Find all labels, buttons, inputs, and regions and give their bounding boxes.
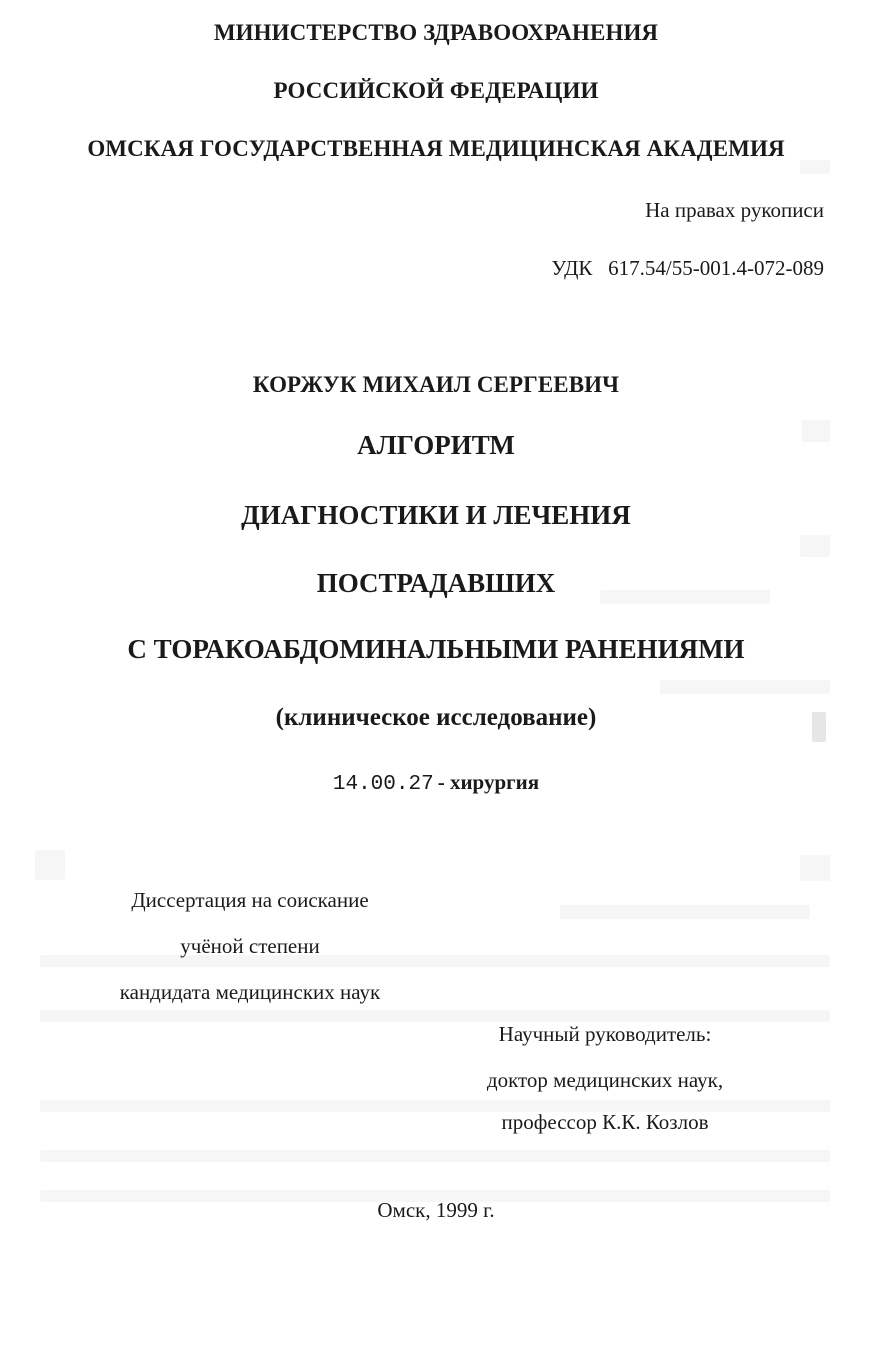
- udc-line: [551, 256, 824, 281]
- scan-artifact: [40, 1150, 830, 1162]
- supervisor-line-1: Научный руководитель:: [498, 1022, 712, 1046]
- supervisor-line-2: доктор медицинских наук,: [486, 1068, 724, 1092]
- scan-artifact: [660, 680, 830, 694]
- federation-heading: РОССИЙСКОЙ ФЕДЕРАЦИИ: [273, 78, 599, 103]
- ministry-heading: МИНИСТЕРСТВО ЗДРАВООХРАНЕНИЯ: [213, 20, 659, 45]
- scan-artifact: [35, 850, 65, 880]
- title-line-2: ДИАГНОСТИКИ И ЛЕЧЕНИЯ: [241, 500, 631, 530]
- manuscript-note: На правах рукописи: [645, 198, 824, 222]
- title-subtitle: (клиническое исследование): [275, 704, 597, 731]
- place-year: Омск, 1999 г.: [377, 1198, 495, 1222]
- dissertation-line-3: кандидата медицинских наук: [119, 980, 381, 1004]
- scan-artifact: [800, 160, 830, 174]
- scan-artifact: [560, 905, 810, 919]
- title-line-4: С ТОРАКОАБДОМИНАЛЬНЫМИ РАНЕНИЯМИ: [127, 634, 745, 664]
- specialty-name: - хирургия: [437, 770, 540, 794]
- scan-artifact: [40, 1010, 830, 1022]
- udc-label: УДК: [551, 256, 593, 280]
- scan-artifact: [800, 855, 830, 881]
- specialty-code: 14.00.27: [332, 773, 434, 796]
- udc-code: 617.54/55-001.4-072-089: [608, 256, 824, 280]
- academy-heading: ОМСКАЯ ГОСУДАРСТВЕННАЯ МЕДИЦИНСКАЯ АКАДЕМИЯ: [87, 136, 785, 161]
- supervisor-line-3: профессор К.К. Козлов: [501, 1110, 709, 1134]
- scan-artifact: [800, 535, 830, 557]
- title-line-1: АЛГОРИТМ: [357, 430, 515, 460]
- dissertation-line-1: Диссертация на соискание: [131, 888, 369, 912]
- dissertation-line-2: учёной степени: [180, 934, 320, 958]
- title-line-3: ПОСТРАДАВШИХ: [316, 568, 556, 598]
- author-name: КОРЖУК МИХАИЛ СЕРГЕЕВИЧ: [252, 372, 620, 397]
- specialty-line: [0, 770, 872, 796]
